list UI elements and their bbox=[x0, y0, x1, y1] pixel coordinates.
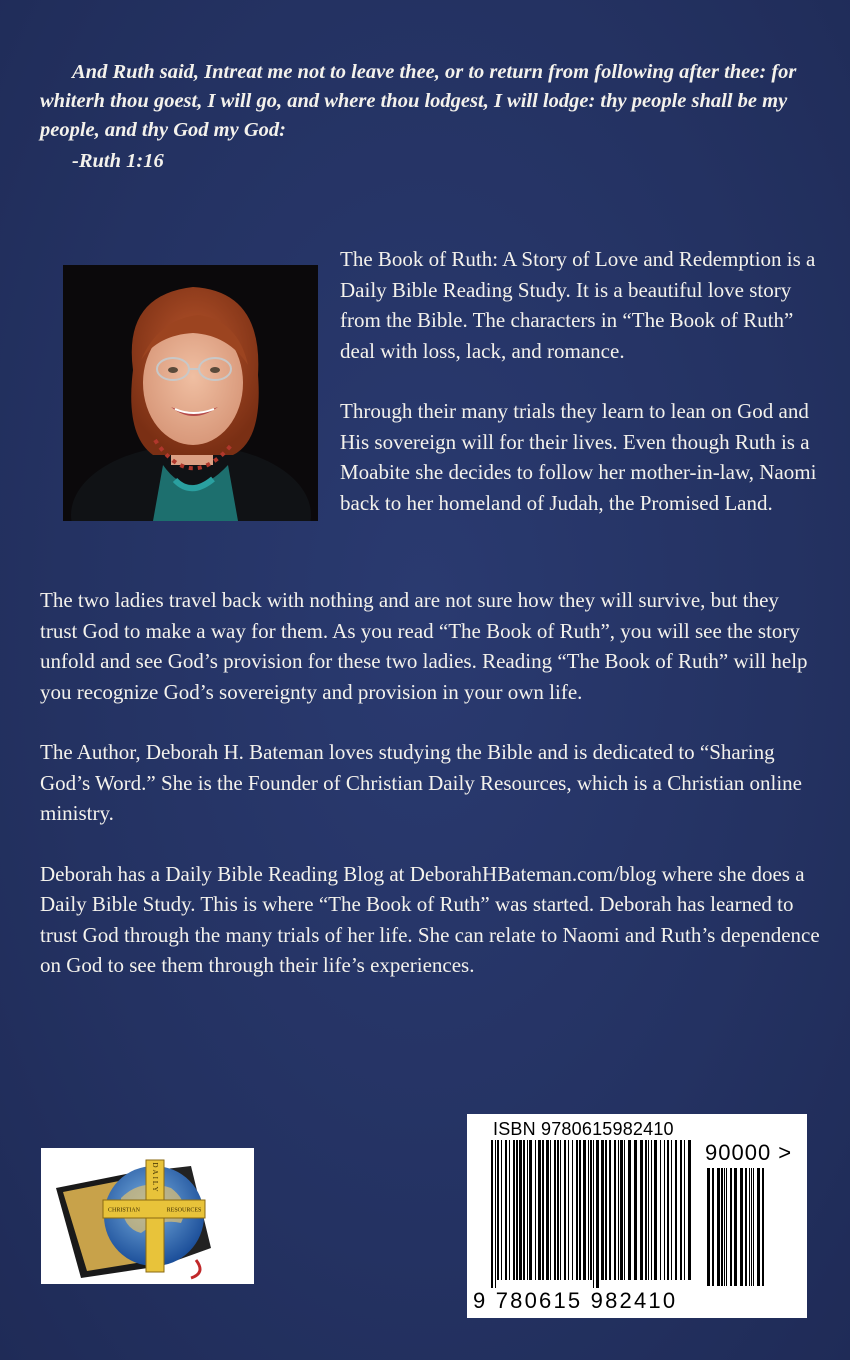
quote-text: And Ruth said, Intreat me not to leave thee, or to return from following after thee: for whiterh thou goest, I will go, and where thou lodgest, I will lodge: thy people shall be my people, and thy God my God: bbox=[40, 61, 797, 141]
logo-left-text: CHRISTIAN bbox=[107, 1207, 141, 1214]
barcode-bar bbox=[509, 1140, 510, 1280]
barcode-bar bbox=[546, 1140, 549, 1280]
barcode-bar bbox=[572, 1140, 573, 1280]
barcode-bar bbox=[664, 1140, 665, 1280]
barcode-bar bbox=[560, 1140, 561, 1280]
barcode-bar bbox=[762, 1168, 764, 1286]
barcode-bar bbox=[724, 1168, 725, 1286]
barcode-bar bbox=[513, 1140, 515, 1280]
barcode-bar bbox=[757, 1168, 760, 1286]
intro-paragraph: Through their many trials they learn to lean on God and His sovereign will for their lives. Even though Ruth is a Moabite she decides to follow her mother-in-law, Naomi back to her homeland of Judah, the Promised Land. bbox=[340, 399, 817, 515]
barcode-bar bbox=[516, 1140, 518, 1280]
body-paragraph: The Author, Deborah H. Bateman loves studying the Bible and is dedicated to “Sharing God’s Word.” She is the Founder of Christian Daily Resources, which is a Christian online ministry. bbox=[40, 740, 802, 825]
christian-daily-resources-logo bbox=[41, 1148, 254, 1284]
barcode-bar bbox=[605, 1140, 607, 1280]
intro-paragraph: The Book of Ruth: A Story of Love and Redemption is a Daily Bible Reading Study. It is a beautiful love story from the Bible. The characters in “The Book of Ruth” deal with loss, lack, and romance. bbox=[340, 247, 816, 363]
price-code: 90000 > bbox=[705, 1140, 793, 1165]
barcode-bar bbox=[618, 1140, 619, 1280]
barcode-bar bbox=[753, 1168, 754, 1286]
barcode-bar bbox=[740, 1168, 743, 1286]
barcode-bar bbox=[542, 1140, 544, 1280]
body-section bbox=[40, 585, 820, 981]
barcode-bar bbox=[640, 1140, 643, 1280]
barcode-bar bbox=[667, 1140, 669, 1280]
isbn-label: ISBN 9780615982410 bbox=[493, 1119, 674, 1139]
barcode-bar bbox=[712, 1168, 714, 1286]
barcode-bar bbox=[523, 1140, 525, 1280]
barcode-bar bbox=[568, 1140, 569, 1280]
logo-vertical-text: DAILY bbox=[151, 1162, 159, 1194]
barcode-bar bbox=[576, 1140, 578, 1280]
barcode-bar bbox=[634, 1140, 637, 1280]
intro-section bbox=[340, 244, 825, 518]
barcode-bar bbox=[745, 1168, 747, 1286]
barcode-bar bbox=[684, 1140, 685, 1280]
barcode-bar bbox=[538, 1140, 541, 1280]
barcode-bar bbox=[660, 1140, 661, 1280]
barcode-bar bbox=[491, 1140, 493, 1288]
barcode-bar bbox=[717, 1168, 720, 1286]
barcode-bar bbox=[609, 1140, 611, 1280]
barcode-bar bbox=[554, 1140, 556, 1280]
barcode-bar bbox=[688, 1140, 691, 1280]
barcode-bar bbox=[645, 1140, 647, 1280]
barcode-bar bbox=[620, 1140, 623, 1280]
barcode-bar bbox=[680, 1140, 682, 1280]
quote-reference: -Ruth 1:16 bbox=[72, 150, 164, 172]
barcode-bar bbox=[519, 1140, 522, 1280]
barcode-bar bbox=[495, 1140, 496, 1288]
barcode-bar bbox=[614, 1140, 616, 1280]
barcode-bar bbox=[497, 1140, 499, 1280]
barcode-bar bbox=[593, 1140, 594, 1288]
barcode-bar bbox=[654, 1140, 657, 1280]
barcode-bar bbox=[505, 1140, 507, 1280]
author-photo bbox=[63, 265, 318, 521]
barcode-bar bbox=[588, 1140, 589, 1280]
barcode-bar bbox=[529, 1140, 532, 1280]
barcode-bar bbox=[730, 1168, 732, 1286]
barcode-bar bbox=[624, 1140, 625, 1280]
barcode-bar bbox=[675, 1140, 677, 1280]
barcode-bar bbox=[734, 1168, 737, 1286]
barcode-bar bbox=[527, 1140, 528, 1280]
barcode-bar bbox=[550, 1140, 551, 1280]
barcode-bar bbox=[564, 1140, 566, 1280]
barcode-bar bbox=[501, 1140, 502, 1280]
barcode-bar bbox=[628, 1140, 631, 1280]
barcode-bar bbox=[583, 1140, 586, 1280]
barcode-bar bbox=[751, 1168, 752, 1286]
barcode-digits: 9 780615 982410 bbox=[473, 1288, 678, 1313]
logo-right-text: RESOURCES bbox=[166, 1207, 202, 1214]
barcode-bars bbox=[491, 1140, 691, 1290]
barcode-bar bbox=[671, 1140, 672, 1280]
barcode-bar bbox=[721, 1168, 723, 1286]
barcode-addon-bars bbox=[707, 1168, 767, 1290]
barcode-bar bbox=[707, 1168, 710, 1286]
body-paragraph: Deborah has a Daily Bible Reading Blog at DeborahHBateman.com/blog where she does a Daily Bible Study. This is where “The Book of Ruth” was started. Deborah has learned to trust God through the many trials of her life. She can relate to Naomi and Ruth’s dependence on God to see them through their life’s experiences. bbox=[40, 861, 820, 977]
barcode-bar bbox=[579, 1140, 581, 1280]
barcode-bar bbox=[648, 1140, 649, 1280]
barcode-bar bbox=[557, 1140, 559, 1280]
logo-graphic bbox=[41, 1148, 254, 1284]
barcode-bar bbox=[535, 1140, 536, 1280]
barcode-bar bbox=[590, 1140, 592, 1280]
barcode-bar bbox=[601, 1140, 604, 1280]
barcode-bar bbox=[726, 1168, 727, 1286]
barcode-bar bbox=[596, 1140, 599, 1288]
barcode-bar bbox=[749, 1168, 750, 1286]
body-paragraph: The two ladies travel back with nothing and are not sure how they will survive, but they trust God to make a way for them. As you read “The Book of Ruth”, you will see the story unfold and see God’s provision for these two ladies. Reading “The Book of Ruth” will help you recognize God’s sovereignty and provision in your own life. bbox=[40, 588, 808, 704]
isbn-barcode bbox=[467, 1114, 807, 1318]
barcode-bar bbox=[651, 1140, 652, 1280]
